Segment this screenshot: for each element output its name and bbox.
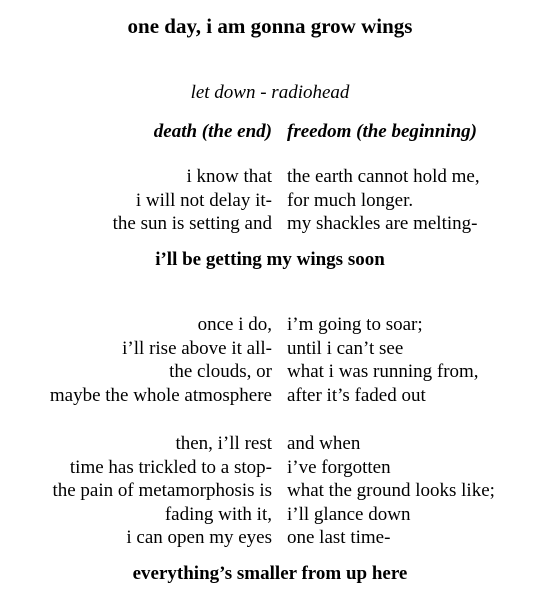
refrain-2: everything’s smaller from up here xyxy=(132,563,408,584)
right-line: after it’s faded out xyxy=(287,384,426,406)
poem-row xyxy=(0,360,540,384)
poem-row xyxy=(0,503,540,527)
left-line: the clouds, or xyxy=(169,361,272,382)
poem-row xyxy=(0,189,540,213)
poem-row xyxy=(0,479,540,503)
stanza-3 xyxy=(0,432,540,550)
left-line: i know that xyxy=(186,166,272,187)
left-line: then, i’ll rest xyxy=(175,433,272,454)
poem-row xyxy=(0,432,540,456)
right-line: what i was running from, xyxy=(287,361,479,382)
column-heading-right: freedom (the beginning) xyxy=(287,121,477,142)
left-line: the pain of metamorphosis is xyxy=(52,480,272,501)
poem-row xyxy=(0,456,540,480)
poem-row xyxy=(0,337,540,361)
right-line: i’m going to soar; xyxy=(287,314,423,335)
stanza-2 xyxy=(0,313,540,407)
right-line: i’ll glance down xyxy=(287,503,411,525)
poem-row xyxy=(0,384,540,408)
left-line: the sun is setting and xyxy=(112,213,272,234)
left-line: fading with it, xyxy=(164,503,272,525)
left-line: maybe the whole atmosphere xyxy=(49,384,272,406)
right-line: my shackles are melting- xyxy=(287,213,478,234)
left-line: i can open my eyes xyxy=(126,527,272,548)
stanza-1 xyxy=(0,165,540,236)
right-line: i’ve forgotten xyxy=(287,456,391,478)
poem-row xyxy=(0,165,540,189)
right-line: one last time- xyxy=(287,527,391,548)
right-line: until i can’t see xyxy=(287,337,404,359)
right-line: what the ground looks like; xyxy=(287,480,495,501)
left-line: i will not delay it- xyxy=(135,189,272,211)
left-line: i’ll rise above it all- xyxy=(122,337,272,359)
column-heading-left: death (the end) xyxy=(153,121,272,142)
refrain-1: i’ll be getting my wings soon xyxy=(155,249,385,270)
right-line: for much longer. xyxy=(287,189,414,211)
poem-title: one day, i am gonna grow wings xyxy=(127,14,413,38)
left-line: once i do, xyxy=(197,314,272,335)
poem-row xyxy=(0,526,540,550)
right-line: the earth cannot hold me, xyxy=(287,166,480,187)
poem-row xyxy=(0,313,540,337)
poem-subtitle: let down - radiohead xyxy=(190,82,350,103)
right-line: and when xyxy=(287,433,361,454)
left-line: time has trickled to a stop- xyxy=(69,456,272,478)
poem-row xyxy=(0,212,540,236)
